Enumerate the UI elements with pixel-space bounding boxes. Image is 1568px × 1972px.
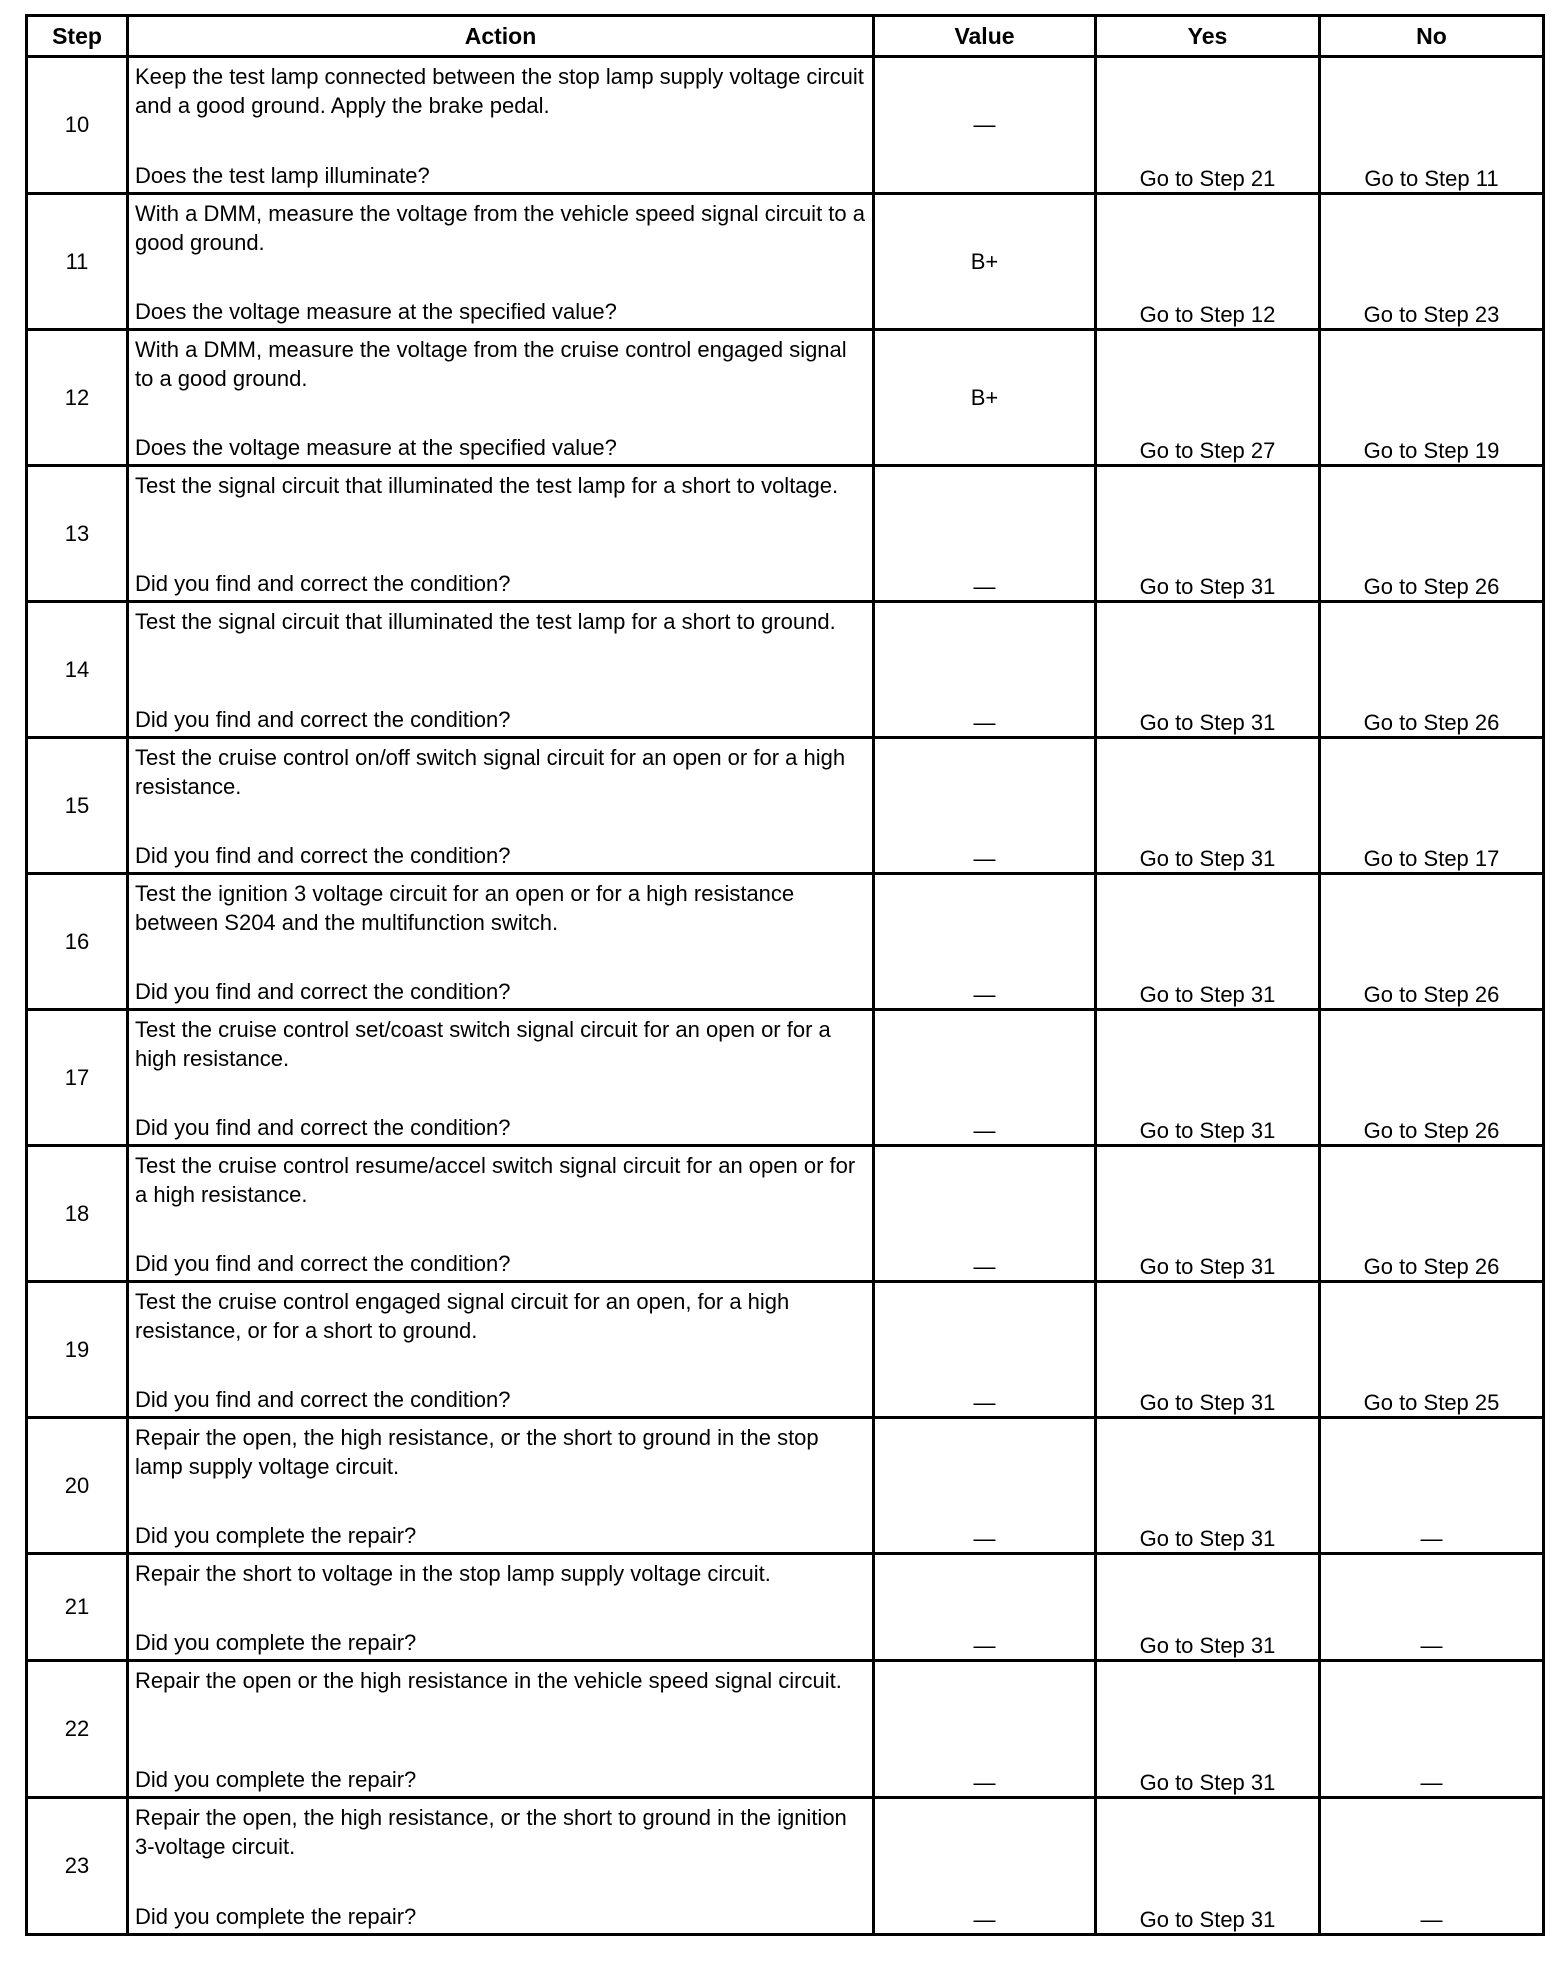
table-row bbox=[27, 1418, 1544, 1554]
table-row bbox=[27, 330, 1544, 466]
yes-result: Go to Step 31 bbox=[1096, 1282, 1320, 1418]
action-cell bbox=[128, 738, 874, 874]
table-body bbox=[27, 57, 1544, 1935]
no-result: Go to Step 23 bbox=[1320, 194, 1544, 330]
action-question: Did you find and correct the condition? bbox=[135, 1115, 511, 1140]
table-row bbox=[27, 57, 1544, 194]
action-question: Did you find and correct the condition? bbox=[135, 571, 511, 596]
action-cell bbox=[128, 1418, 874, 1554]
table-header-row bbox=[27, 16, 1544, 57]
value-cell: — bbox=[874, 466, 1096, 602]
table-row bbox=[27, 194, 1544, 330]
no-result: Go to Step 26 bbox=[1320, 1146, 1544, 1282]
value-cell: — bbox=[874, 1798, 1096, 1935]
action-cell bbox=[128, 194, 874, 330]
action-cell bbox=[128, 1798, 874, 1935]
table-row bbox=[27, 1146, 1544, 1282]
action-instruction: Test the cruise control set/coast switch signal circuit for an open or for a high resistance. bbox=[135, 1017, 831, 1071]
step-number: 14 bbox=[27, 602, 128, 738]
no-result: Go to Step 17 bbox=[1320, 738, 1544, 874]
step-number: 18 bbox=[27, 1146, 128, 1282]
action-cell bbox=[128, 330, 874, 466]
step-number: 16 bbox=[27, 874, 128, 1010]
action-question: Did you find and correct the condition? bbox=[135, 707, 511, 732]
no-result: Go to Step 25 bbox=[1320, 1282, 1544, 1418]
action-question: Did you find and correct the condition? bbox=[135, 843, 511, 868]
step-number: 11 bbox=[27, 194, 128, 330]
value-cell: — bbox=[874, 874, 1096, 1010]
no-result: — bbox=[1320, 1418, 1544, 1554]
action-cell bbox=[128, 1010, 874, 1146]
action-question: Does the voltage measure at the specified value? bbox=[135, 299, 617, 324]
yes-result: Go to Step 31 bbox=[1096, 1418, 1320, 1554]
table-row bbox=[27, 1661, 1544, 1798]
value-cell: — bbox=[874, 602, 1096, 738]
action-question: Does the test lamp illuminate? bbox=[135, 163, 430, 188]
value-cell: — bbox=[874, 1661, 1096, 1798]
yes-result: Go to Step 27 bbox=[1096, 330, 1320, 466]
yes-result: Go to Step 31 bbox=[1096, 874, 1320, 1010]
action-question: Did you complete the repair? bbox=[135, 1767, 417, 1792]
yes-result: Go to Step 31 bbox=[1096, 1146, 1320, 1282]
table-row bbox=[27, 1554, 1544, 1661]
action-instruction: Test the cruise control engaged signal circuit for an open, for a high resistance, or for a short to ground. bbox=[135, 1289, 790, 1343]
step-number: 19 bbox=[27, 1282, 128, 1418]
yes-result: Go to Step 31 bbox=[1096, 466, 1320, 602]
action-instruction: Repair the open, the high resistance, or the short to ground in the ignition 3-voltage circuit. bbox=[135, 1805, 847, 1859]
yes-result: Go to Step 31 bbox=[1096, 1661, 1320, 1798]
table-row bbox=[27, 466, 1544, 602]
action-instruction: With a DMM, measure the voltage from the vehicle speed signal circuit to a good ground. bbox=[135, 201, 865, 255]
no-result: Go to Step 26 bbox=[1320, 874, 1544, 1010]
header-yes: Yes bbox=[1096, 16, 1320, 57]
value-cell: — bbox=[874, 1010, 1096, 1146]
action-instruction: Keep the test lamp connected between the stop lamp supply voltage circuit and a good ground. Apply the brake pedal. bbox=[135, 64, 864, 118]
table-row bbox=[27, 874, 1544, 1010]
yes-result: Go to Step 31 bbox=[1096, 738, 1320, 874]
action-cell bbox=[128, 466, 874, 602]
action-cell bbox=[128, 1282, 874, 1418]
no-result: — bbox=[1320, 1661, 1544, 1798]
step-number: 23 bbox=[27, 1798, 128, 1935]
header-no: No bbox=[1320, 16, 1544, 57]
action-cell bbox=[128, 874, 874, 1010]
yes-result: Go to Step 31 bbox=[1096, 1010, 1320, 1146]
action-instruction: Test the ignition 3 voltage circuit for an open or for a high resistance between S204 and the multifunction switch. bbox=[135, 881, 795, 935]
yes-result: Go to Step 31 bbox=[1096, 602, 1320, 738]
yes-result: Go to Step 12 bbox=[1096, 194, 1320, 330]
step-number: 15 bbox=[27, 738, 128, 874]
no-result: Go to Step 26 bbox=[1320, 602, 1544, 738]
action-instruction: Test the signal circuit that illuminated the test lamp for a short to voltage. bbox=[135, 473, 839, 498]
action-instruction: Test the signal circuit that illuminated the test lamp for a short to ground. bbox=[135, 609, 836, 634]
action-question: Did you complete the repair? bbox=[135, 1630, 417, 1655]
table-row bbox=[27, 602, 1544, 738]
step-number: 13 bbox=[27, 466, 128, 602]
header-step: Step bbox=[27, 16, 128, 57]
action-question: Did you find and correct the condition? bbox=[135, 1251, 511, 1276]
action-instruction: Repair the short to voltage in the stop lamp supply voltage circuit. bbox=[135, 1561, 771, 1586]
action-cell bbox=[128, 1146, 874, 1282]
step-number: 17 bbox=[27, 1010, 128, 1146]
step-number: 20 bbox=[27, 1418, 128, 1554]
step-number: 22 bbox=[27, 1661, 128, 1798]
action-instruction: Test the cruise control on/off switch signal circuit for an open or for a high resistance. bbox=[135, 745, 846, 799]
step-number: 21 bbox=[27, 1554, 128, 1661]
table-row bbox=[27, 738, 1544, 874]
table-row bbox=[27, 1798, 1544, 1935]
no-result: Go to Step 19 bbox=[1320, 330, 1544, 466]
no-result: Go to Step 11 bbox=[1320, 57, 1544, 194]
action-question: Does the voltage measure at the specified value? bbox=[135, 435, 617, 460]
action-cell bbox=[128, 602, 874, 738]
action-instruction: With a DMM, measure the voltage from the cruise control engaged signal to a good ground. bbox=[135, 337, 847, 391]
yes-result: Go to Step 31 bbox=[1096, 1798, 1320, 1935]
step-number: 10 bbox=[27, 57, 128, 194]
no-result: Go to Step 26 bbox=[1320, 466, 1544, 602]
action-cell bbox=[128, 1554, 874, 1661]
value-cell: — bbox=[874, 1418, 1096, 1554]
no-result: — bbox=[1320, 1554, 1544, 1661]
action-instruction: Repair the open, the high resistance, or the short to ground in the stop lamp supply voltage circuit. bbox=[135, 1425, 819, 1479]
value-cell: — bbox=[874, 738, 1096, 874]
yes-result: Go to Step 31 bbox=[1096, 1554, 1320, 1661]
no-result: — bbox=[1320, 1798, 1544, 1935]
yes-result: Go to Step 21 bbox=[1096, 57, 1320, 194]
action-cell bbox=[128, 1661, 874, 1798]
action-question: Did you find and correct the condition? bbox=[135, 1387, 511, 1412]
diagnostic-table bbox=[25, 14, 1545, 1936]
header-value: Value bbox=[874, 16, 1096, 57]
value-cell: B+ bbox=[874, 194, 1096, 330]
action-question: Did you complete the repair? bbox=[135, 1904, 417, 1929]
action-cell bbox=[128, 57, 874, 194]
action-question: Did you complete the repair? bbox=[135, 1523, 417, 1548]
table-row bbox=[27, 1010, 1544, 1146]
no-result: Go to Step 26 bbox=[1320, 1010, 1544, 1146]
step-number: 12 bbox=[27, 330, 128, 466]
value-cell: B+ bbox=[874, 330, 1096, 466]
header-action: Action bbox=[128, 16, 874, 57]
value-cell: — bbox=[874, 1554, 1096, 1661]
action-instruction: Test the cruise control resume/accel switch signal circuit for an open or for a high resistance. bbox=[135, 1153, 856, 1207]
action-question: Did you find and correct the condition? bbox=[135, 979, 511, 1004]
value-cell: — bbox=[874, 1146, 1096, 1282]
action-instruction: Repair the open or the high resistance in the vehicle speed signal circuit. bbox=[135, 1668, 842, 1693]
table-row bbox=[27, 1282, 1544, 1418]
value-cell: — bbox=[874, 57, 1096, 194]
value-cell: — bbox=[874, 1282, 1096, 1418]
